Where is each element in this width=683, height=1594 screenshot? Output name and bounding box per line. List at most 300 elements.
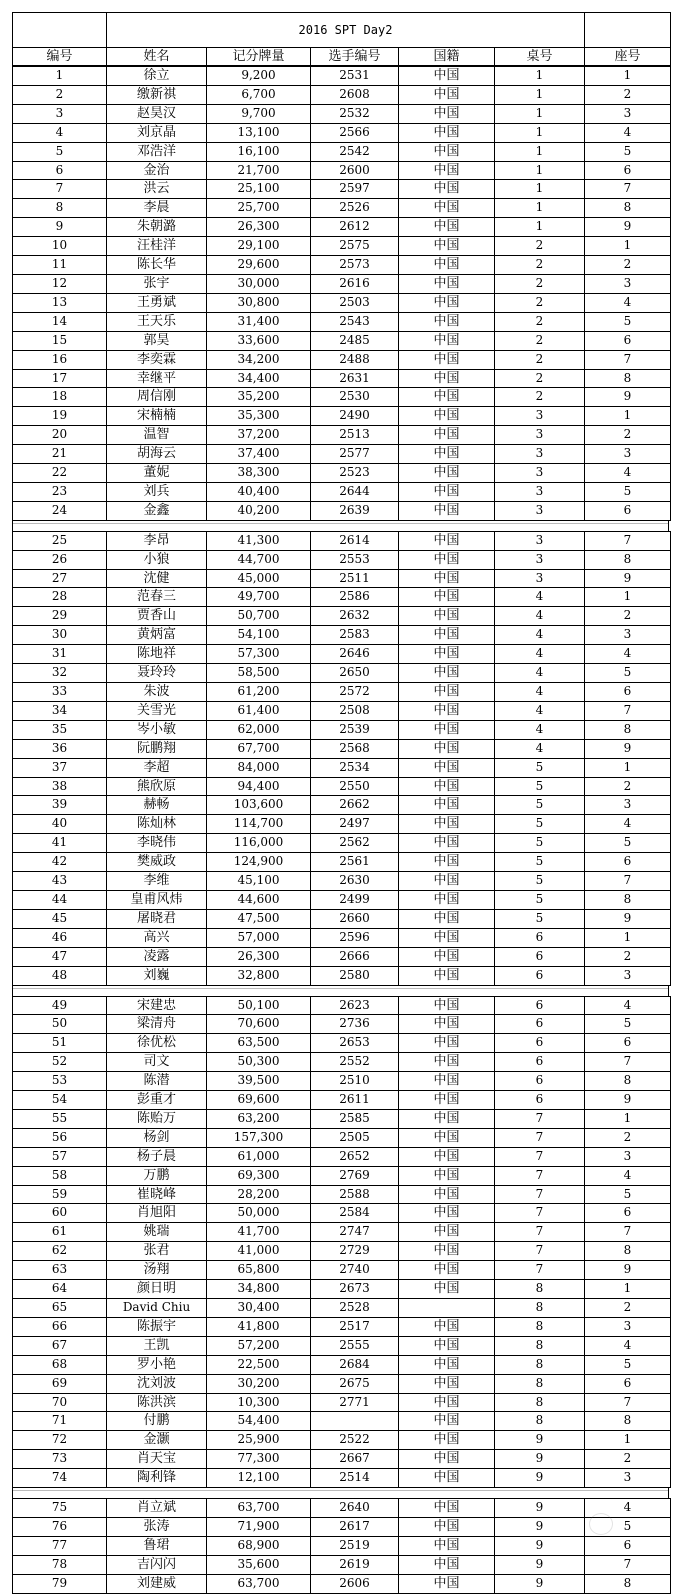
header-cell: 编号: [13, 48, 107, 66]
seat-number-cell: 9: [585, 218, 671, 237]
chip-count-cell: 54,400: [207, 1412, 311, 1431]
player-id-cell: 2619: [311, 1555, 399, 1574]
table-row: [13, 1223, 671, 1242]
nationality-cell: 中国: [399, 1072, 495, 1091]
player-name-cell: 周信刚: [107, 388, 207, 407]
player-number-cell: 8: [13, 199, 107, 218]
player-name-cell: 彭重才: [107, 1091, 207, 1110]
chip-count-cell: 57,200: [207, 1336, 311, 1355]
seat-number-cell: 4: [585, 1336, 671, 1355]
chip-count-cell: 38,300: [207, 464, 311, 483]
player-name-cell: 张宇: [107, 274, 207, 293]
nationality-cell: 中国: [399, 872, 495, 891]
player-name-cell: 朱朝潞: [107, 218, 207, 237]
table-number-cell: 7: [495, 1204, 585, 1223]
chip-count-cell: 71,900: [207, 1517, 311, 1536]
sheet-title: 2016 SPT Day2: [107, 13, 585, 48]
chip-count-cell: 77,300: [207, 1450, 311, 1469]
player-name-cell: 幸继平: [107, 369, 207, 388]
player-number-cell: 62: [13, 1242, 107, 1261]
table-row: [13, 588, 671, 607]
player-name-cell: 吉闪闪: [107, 1555, 207, 1574]
chip-count-cell: 41,800: [207, 1317, 311, 1336]
table-number-cell: 6: [495, 1034, 585, 1053]
player-id-cell: 2616: [311, 274, 399, 293]
table-number-cell: 7: [495, 1242, 585, 1261]
chip-count-cell: 65,800: [207, 1261, 311, 1280]
chip-count-cell: 63,500: [207, 1034, 311, 1053]
nationality-cell: 中国: [399, 996, 495, 1015]
player-id-cell: 2526: [311, 199, 399, 218]
seat-number-cell: 6: [585, 501, 671, 520]
player-name-cell: 凌露: [107, 947, 207, 966]
table-row: [13, 426, 671, 445]
player-number-cell: 70: [13, 1393, 107, 1412]
chip-count-cell: 116,000: [207, 834, 311, 853]
table-number-cell: 4: [495, 588, 585, 607]
table-row: [13, 1109, 671, 1128]
player-number-cell: 18: [13, 388, 107, 407]
table-row: [13, 199, 671, 218]
player-id-cell: 2534: [311, 758, 399, 777]
table-row: [13, 701, 671, 720]
player-number-cell: 9: [13, 218, 107, 237]
table-number-cell: 6: [495, 966, 585, 985]
nationality-cell: 中国: [399, 123, 495, 142]
table-row: [13, 1317, 671, 1336]
player-name-cell: 陈振宇: [107, 1317, 207, 1336]
watermark-logo-icon: [589, 1513, 613, 1535]
nationality-cell: 中国: [399, 1053, 495, 1072]
player-id-cell: 2608: [311, 85, 399, 104]
nationality-cell: 中国: [399, 256, 495, 275]
player-id-cell: 2597: [311, 180, 399, 199]
player-name-cell: 高兴: [107, 928, 207, 947]
player-id-cell: 2532: [311, 104, 399, 123]
nationality-cell: 中国: [399, 758, 495, 777]
table-row: [13, 626, 671, 645]
player-name-cell: 王勇斌: [107, 293, 207, 312]
nationality-cell: 中国: [399, 1393, 495, 1412]
seat-number-cell: 5: [585, 1185, 671, 1204]
chip-count-cell: 37,400: [207, 445, 311, 464]
chip-count-cell: 25,900: [207, 1431, 311, 1450]
chip-count-cell: 44,700: [207, 550, 311, 569]
table-row: [13, 1469, 671, 1488]
table-row: [13, 890, 671, 909]
seat-number-cell: 9: [585, 1261, 671, 1280]
player-number-cell: 41: [13, 834, 107, 853]
table-number-cell: 4: [495, 701, 585, 720]
player-name-cell: 崔晓峰: [107, 1185, 207, 1204]
table-row: [13, 1053, 671, 1072]
player-id-cell: 2653: [311, 1034, 399, 1053]
seat-number-cell: 5: [585, 834, 671, 853]
player-number-cell: 24: [13, 501, 107, 520]
chip-count-cell: 31,400: [207, 312, 311, 331]
nationality-cell: 中国: [399, 1536, 495, 1555]
table-row: [13, 1412, 671, 1431]
table-row: [13, 1261, 671, 1280]
seat-number-cell: 7: [585, 701, 671, 720]
nationality-cell: 中国: [399, 1242, 495, 1261]
chip-count-cell: 58,500: [207, 664, 311, 683]
seat-number-cell: 7: [585, 1223, 671, 1242]
player-id-cell: 2630: [311, 872, 399, 891]
seat-number-cell: 8: [585, 1242, 671, 1261]
nationality-cell: 中国: [399, 1555, 495, 1574]
player-name-cell: 金治: [107, 161, 207, 180]
chip-count-cell: 30,800: [207, 293, 311, 312]
nationality-cell: 中国: [399, 1091, 495, 1110]
seat-number-cell: 6: [585, 1374, 671, 1393]
player-name-cell: 王天乐: [107, 312, 207, 331]
player-id-cell: 2614: [311, 531, 399, 550]
chip-count-cell: 40,400: [207, 482, 311, 501]
table-number-cell: 7: [495, 1128, 585, 1147]
nationality-cell: 中国: [399, 1374, 495, 1393]
table-row: [13, 1499, 671, 1518]
player-number-cell: 44: [13, 890, 107, 909]
nationality-cell: 中国: [399, 739, 495, 758]
player-id-cell: 2539: [311, 720, 399, 739]
table-number-cell: 7: [495, 1147, 585, 1166]
player-id-cell: 2508: [311, 701, 399, 720]
table-number-cell: 4: [495, 645, 585, 664]
player-name-cell: 沈刘波: [107, 1374, 207, 1393]
player-id-cell: 2553: [311, 550, 399, 569]
player-id-cell: 2584: [311, 1204, 399, 1223]
seat-number-cell: 1: [585, 1109, 671, 1128]
seat-number-cell: 5: [585, 482, 671, 501]
table-row: [13, 758, 671, 777]
player-id-cell: 2666: [311, 947, 399, 966]
nationality-cell: 中国: [399, 1431, 495, 1450]
seat-number-cell: 3: [585, 274, 671, 293]
table-row: [13, 853, 671, 872]
player-number-cell: 48: [13, 966, 107, 985]
chip-count-cell: 50,300: [207, 1053, 311, 1072]
player-number-cell: 11: [13, 256, 107, 275]
seat-number-cell: 5: [585, 664, 671, 683]
table-row: [13, 872, 671, 891]
player-name-cell: 肖天宝: [107, 1450, 207, 1469]
table-number-cell: 8: [495, 1412, 585, 1431]
nationality-cell: 中国: [399, 645, 495, 664]
player-name-cell: 金灏: [107, 1431, 207, 1450]
table-number-cell: 2: [495, 388, 585, 407]
player-name-cell: 朱波: [107, 683, 207, 702]
chip-count-cell: 63,700: [207, 1499, 311, 1518]
chip-count-cell: 30,000: [207, 274, 311, 293]
nationality-cell: 中国: [399, 796, 495, 815]
player-number-cell: 1: [13, 67, 107, 86]
player-id-cell: 2632: [311, 607, 399, 626]
seat-number-cell: 9: [585, 1091, 671, 1110]
player-number-cell: 53: [13, 1072, 107, 1091]
table-number-cell: 2: [495, 369, 585, 388]
player-name-cell: 聂玲玲: [107, 664, 207, 683]
chip-count-cell: 70,600: [207, 1015, 311, 1034]
player-name-cell: 陈洪滨: [107, 1393, 207, 1412]
player-id-cell: 2503: [311, 293, 399, 312]
player-id-cell: 2550: [311, 777, 399, 796]
player-name-cell: 张涛: [107, 1517, 207, 1536]
table-number-cell: 1: [495, 161, 585, 180]
player-name-cell: 李奕霖: [107, 350, 207, 369]
table-number-cell: 9: [495, 1499, 585, 1518]
seat-number-cell: 7: [585, 531, 671, 550]
header-cell: 选手编号: [311, 48, 399, 66]
player-number-cell: 78: [13, 1555, 107, 1574]
table-row: [13, 1185, 671, 1204]
player-number-cell: 46: [13, 928, 107, 947]
player-id-cell: 2740: [311, 1261, 399, 1280]
player-number-cell: 36: [13, 739, 107, 758]
nationality-cell: 中国: [399, 293, 495, 312]
player-id-cell: 2542: [311, 142, 399, 161]
player-number-cell: 56: [13, 1128, 107, 1147]
nationality-cell: 中国: [399, 350, 495, 369]
chip-count-cell: 26,300: [207, 218, 311, 237]
nationality-cell: 中国: [399, 777, 495, 796]
player-name-cell: 陈地祥: [107, 645, 207, 664]
table-row: [13, 569, 671, 588]
nationality-cell: 中国: [399, 720, 495, 739]
player-number-cell: 72: [13, 1431, 107, 1450]
chip-count-cell: 68,900: [207, 1536, 311, 1555]
player-number-cell: 51: [13, 1034, 107, 1053]
table-number-cell: 3: [495, 482, 585, 501]
player-name-cell: 阮鹏翔: [107, 739, 207, 758]
table-row: [13, 1015, 671, 1034]
table-number-cell: 7: [495, 1185, 585, 1204]
nationality-cell: 中国: [399, 407, 495, 426]
seat-number-cell: 1: [585, 1280, 671, 1299]
player-number-cell: 19: [13, 407, 107, 426]
seat-number-cell: 9: [585, 739, 671, 758]
seat-number-cell: 7: [585, 1393, 671, 1412]
seat-number-cell: 6: [585, 683, 671, 702]
nationality-cell: 中国: [399, 1574, 495, 1593]
chip-count-cell: 30,400: [207, 1299, 311, 1318]
player-number-cell: 73: [13, 1450, 107, 1469]
player-number-cell: 14: [13, 312, 107, 331]
nationality-cell: 中国: [399, 626, 495, 645]
chip-count-cell: 44,600: [207, 890, 311, 909]
player-name-cell: 徐立: [107, 67, 207, 86]
player-name-cell: 赫畅: [107, 796, 207, 815]
player-name-cell: 关雪光: [107, 701, 207, 720]
player-id-cell: 2650: [311, 664, 399, 683]
nationality-cell: 中国: [399, 312, 495, 331]
table-row: [13, 1091, 671, 1110]
player-name-cell: 李超: [107, 758, 207, 777]
table-number-cell: 9: [495, 1555, 585, 1574]
table-row: [13, 1072, 671, 1091]
player-number-cell: 5: [13, 142, 107, 161]
table-number-cell: 2: [495, 312, 585, 331]
player-name-cell: 姚瑞: [107, 1223, 207, 1242]
table-row: [13, 947, 671, 966]
player-name-cell: 温智: [107, 426, 207, 445]
player-name-cell: 李维: [107, 872, 207, 891]
nationality-cell: 中国: [399, 331, 495, 350]
chip-count-cell: 39,500: [207, 1072, 311, 1091]
table-number-cell: 3: [495, 531, 585, 550]
table-row: [13, 531, 671, 550]
seat-number-cell: 7: [585, 1053, 671, 1072]
player-name-cell: 缴新祺: [107, 85, 207, 104]
player-name-cell: 陈灿林: [107, 815, 207, 834]
player-number-cell: 15: [13, 331, 107, 350]
seat-number-cell: 8: [585, 720, 671, 739]
player-name-cell: 刘建威: [107, 1574, 207, 1593]
seat-number-cell: 8: [585, 1412, 671, 1431]
table-number-cell: 5: [495, 777, 585, 796]
table-number-cell: 6: [495, 947, 585, 966]
seat-number-cell: 1: [585, 758, 671, 777]
nationality-cell: 中国: [399, 445, 495, 464]
seat-number-cell: 9: [585, 388, 671, 407]
player-id-cell: 2586: [311, 588, 399, 607]
player-id-cell: 2729: [311, 1242, 399, 1261]
title-table: [12, 12, 671, 66]
seat-number-cell: 3: [585, 796, 671, 815]
nationality-cell: 中国: [399, 1517, 495, 1536]
chip-count-cell: 63,700: [207, 1574, 311, 1593]
table-number-cell: 5: [495, 834, 585, 853]
player-number-cell: 45: [13, 909, 107, 928]
table-row: [13, 645, 671, 664]
player-id-cell: 2530: [311, 388, 399, 407]
player-id-cell: 2568: [311, 739, 399, 758]
player-name-cell: 颜日明: [107, 1280, 207, 1299]
seat-number-cell: 7: [585, 350, 671, 369]
player-number-cell: 22: [13, 464, 107, 483]
table-number-cell: 4: [495, 664, 585, 683]
chip-count-cell: 103,600: [207, 796, 311, 815]
seat-number-cell: 5: [585, 1517, 671, 1536]
table-number-cell: 8: [495, 1374, 585, 1393]
table-number-cell: 6: [495, 1091, 585, 1110]
player-name-cell: 熊欣原: [107, 777, 207, 796]
table-row: [13, 815, 671, 834]
table-number-cell: 2: [495, 256, 585, 275]
chip-count-cell: 6,700: [207, 85, 311, 104]
nationality-cell: 中国: [399, 501, 495, 520]
player-id-cell: 2662: [311, 796, 399, 815]
table-number-cell: 7: [495, 1261, 585, 1280]
player-name-cell: 杨剑: [107, 1128, 207, 1147]
chip-count-cell: 63,200: [207, 1109, 311, 1128]
nationality-cell: 中国: [399, 890, 495, 909]
player-id-cell: 2631: [311, 369, 399, 388]
player-number-cell: 52: [13, 1053, 107, 1072]
table-number-cell: 1: [495, 199, 585, 218]
table-row: [13, 180, 671, 199]
player-id-cell: 2580: [311, 966, 399, 985]
table-number-cell: 7: [495, 1109, 585, 1128]
chip-count-cell: 25,100: [207, 180, 311, 199]
player-id-cell: 2583: [311, 626, 399, 645]
nationality-cell: 中国: [399, 1034, 495, 1053]
player-name-cell: 司文: [107, 1053, 207, 1072]
player-number-cell: 10: [13, 237, 107, 256]
chip-count-cell: 9,200: [207, 67, 311, 86]
chip-count-cell: 13,100: [207, 123, 311, 142]
table-row: [13, 1242, 671, 1261]
chip-count-cell: 25,700: [207, 199, 311, 218]
group-separator: [12, 986, 669, 996]
player-number-cell: 61: [13, 1223, 107, 1242]
nationality-cell: 中国: [399, 218, 495, 237]
nationality-cell: 中国: [399, 274, 495, 293]
player-id-cell: 2652: [311, 1147, 399, 1166]
player-number-cell: 6: [13, 161, 107, 180]
player-number-cell: 40: [13, 815, 107, 834]
player-name-cell: 鲁珺: [107, 1536, 207, 1555]
player-id-cell: 2511: [311, 569, 399, 588]
player-name-cell: 陈潜: [107, 1072, 207, 1091]
player-id-cell: 2623: [311, 996, 399, 1015]
roster-table: [12, 531, 671, 986]
chip-count-cell: 45,100: [207, 872, 311, 891]
chip-count-cell: 41,000: [207, 1242, 311, 1261]
chip-count-cell: 61,200: [207, 683, 311, 702]
player-id-cell: 2510: [311, 1072, 399, 1091]
player-id-cell: 2606: [311, 1574, 399, 1593]
player-number-cell: 50: [13, 1015, 107, 1034]
nationality-cell: 中国: [399, 1317, 495, 1336]
player-id-cell: 2543: [311, 312, 399, 331]
player-name-cell: 汤翔: [107, 1261, 207, 1280]
table-row: [13, 966, 671, 985]
table-row: [13, 607, 671, 626]
player-name-cell: 李晨: [107, 199, 207, 218]
seat-number-cell: 2: [585, 947, 671, 966]
player-name-cell: 邓浩洋: [107, 142, 207, 161]
player-id-cell: 2644: [311, 482, 399, 501]
player-id-cell: 2769: [311, 1166, 399, 1185]
player-name-cell: 肖旭阳: [107, 1204, 207, 1223]
chip-count-cell: 29,100: [207, 237, 311, 256]
table-number-cell: 6: [495, 928, 585, 947]
player-number-cell: 37: [13, 758, 107, 777]
player-id-cell: 2497: [311, 815, 399, 834]
player-id-cell: 2667: [311, 1450, 399, 1469]
seat-number-cell: 4: [585, 996, 671, 1015]
table-row: [13, 293, 671, 312]
nationality-cell: 中国: [399, 1185, 495, 1204]
player-number-cell: 30: [13, 626, 107, 645]
nationality-cell: 中国: [399, 180, 495, 199]
chip-count-cell: 62,000: [207, 720, 311, 739]
table-number-cell: 1: [495, 85, 585, 104]
seat-number-cell: 2: [585, 426, 671, 445]
seat-number-cell: 3: [585, 1469, 671, 1488]
table-number-cell: 5: [495, 890, 585, 909]
chip-count-cell: 69,600: [207, 1091, 311, 1110]
player-number-cell: 74: [13, 1469, 107, 1488]
table-number-cell: 1: [495, 180, 585, 199]
table-row: [13, 142, 671, 161]
nationality-cell: 中国: [399, 1469, 495, 1488]
nationality-cell: 中国: [399, 161, 495, 180]
table-row: [13, 237, 671, 256]
nationality-cell: 中国: [399, 1499, 495, 1518]
player-number-cell: 33: [13, 683, 107, 702]
